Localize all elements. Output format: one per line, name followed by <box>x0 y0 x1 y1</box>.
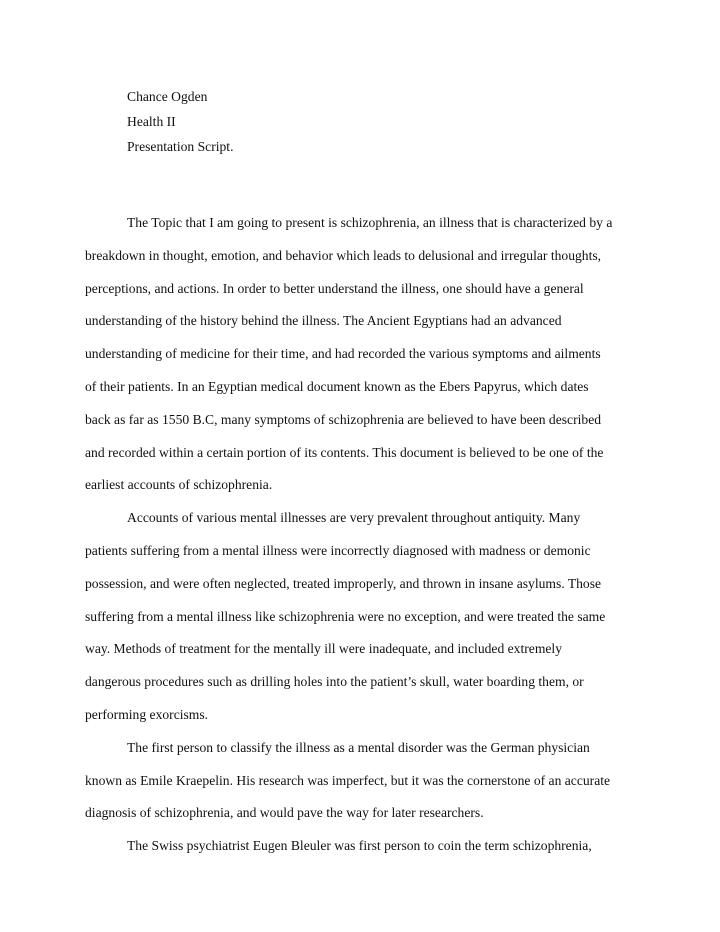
paragraph-2-line-5: way. Methods of treatment for the mentally ill were inadequate, and included extremely <box>85 641 562 657</box>
document-title: Presentation Script. <box>127 139 234 154</box>
paragraph-2-line-2: patients suffering from a mental illness were incorrectly diagnosed with madness or demonic <box>85 542 591 558</box>
paragraph-1-line-2: breakdown in thought, emotion, and behavior which leads to delusional and irregular thoughts, <box>85 247 602 263</box>
document-body <box>85 207 635 863</box>
paragraph-1-line-4: understanding of the history behind the illness. The Ancient Egyptians had an advanced <box>85 313 562 329</box>
paragraph-1-line-9: earliest accounts of schizophrenia. <box>85 477 273 493</box>
paragraph-1-line-7: back as far as 1550 B.C, many symptoms of schizophrenia are believed to have been described <box>85 411 602 427</box>
paragraph-1-line-5: understanding of medicine for their time, and had recorded the various symptoms and ailments <box>85 346 601 362</box>
paragraph-2-line-6: dangerous procedures such as drilling holes into the patient’s skull, water boarding them, or <box>85 674 584 690</box>
paragraph-1-line-8: and recorded within a certain portion of its contents. This document is believed to be one of the <box>85 444 604 460</box>
paragraph-1-line-1: The Topic that I am going to present is schizophrenia, an illness that is characterized by a <box>127 215 613 230</box>
course-name: Health II <box>127 114 176 129</box>
paragraph-2-line-1: Accounts of various mental illnesses are very prevalent throughout antiquity. Many <box>127 510 581 526</box>
author-name: Chance Ogden <box>127 89 208 104</box>
paragraph-2-line-7: performing exorcisms. <box>85 706 209 722</box>
paragraph-2-line-4: suffering from a mental illness like schizophrenia were no exception, and were treated the same <box>85 608 606 624</box>
paragraph-1-line-6: of their patients. In an Egyptian medical document known as the Ebers Papyrus, which dates <box>85 378 589 394</box>
paragraph-1-line-3: perceptions, and actions. In order to better understand the illness, one should have a general <box>85 280 584 296</box>
paragraph-3-line-3: diagnosis of schizophrenia, and would pave the way for later researchers. <box>85 805 484 821</box>
paragraph-4-line-1: The Swiss psychiatrist Eugen Bleuler was first person to coin the term schizophrenia, <box>127 838 592 854</box>
paragraph-2-line-3: possession, and were often neglected, treated improperly, and thrown in insane asylums. Those <box>85 575 602 591</box>
document-header <box>127 84 647 159</box>
paragraph-3-line-1: The first person to classify the illness as a mental disorder was the German physician <box>127 739 590 755</box>
paragraph-3-line-2: known as Emile Kraepelin. His research was imperfect, but it was the cornerstone of an accurate <box>85 772 611 788</box>
